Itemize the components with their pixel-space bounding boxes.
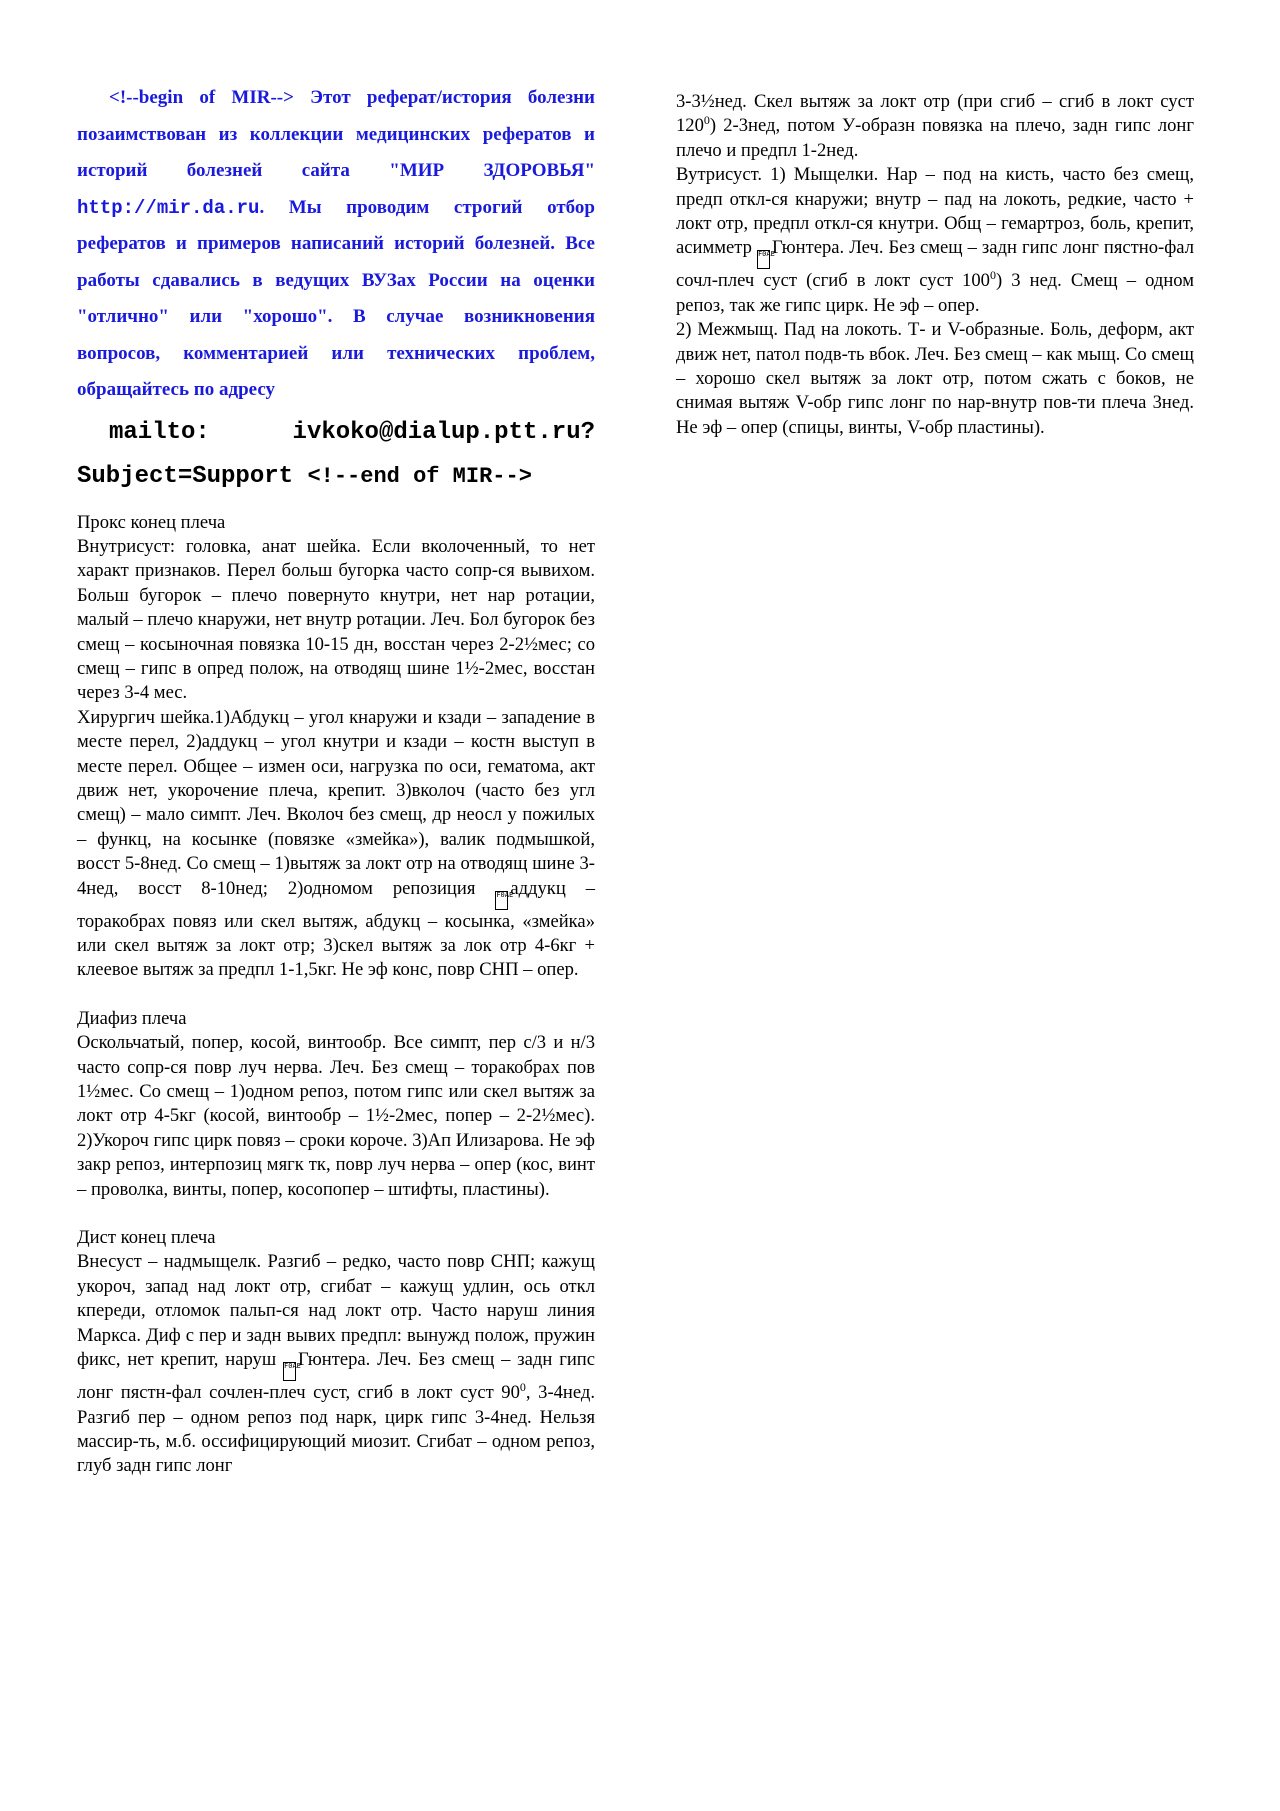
section-title-diaf: Диафиз плеча xyxy=(77,1007,187,1029)
section-title-prox: Прокс конец плеча xyxy=(77,511,226,533)
paragraph-dist xyxy=(77,1250,595,1478)
text-span: Гюнтера. Леч. Без смещ – задн гипс лонг пястно-фал сочл-плеч суст (сгиб в локт суст 100 xyxy=(676,237,1194,292)
degree-sup: 0 xyxy=(703,113,710,128)
text-span: ) 2-3нед, потом У-образн повязка на плечо, задн гипс лонг плечо и предпл 1-2нед. xyxy=(676,115,1194,161)
text-span: Хирургич шейка.1)Абдукц – угол кнаружи и кзади – западение в месте перел, 2)аддукц – угол кнутри и кзади – костн выступ в месте перел. Общее – измен оси, нагрузка по оси, гематома, акт движ нет, укорочение плеча, крепит. 3)вколоч (часто без угл смещ) – мало симпт. Леч. Вколоч без смещ, др неосл у пожилых – функц, на косынке (повязке «змейка»), валик подмышкой, восст 5-8нед. Со смещ – 1)вытяж за локт отр на отводящ шине 3-4нед, восст 8-10нед; 2)одномом репозиция xyxy=(77,706,595,899)
left-column xyxy=(77,80,595,1479)
right-column xyxy=(676,90,1194,440)
text-span: ) 3 нед. Смещ – одном репоз, так же гипс цирк. Не эф – опер. xyxy=(676,270,1194,316)
missing-glyph-icon: F0AE xyxy=(495,891,508,910)
banner-rest: . Мы проводим строгий отбор рефератов и примеров написаний историй болезней. Все работы сдавались в ведущих ВУЗах России на оценки "отлично" или "хорошо". В случае возникновения вопросов, комментарией или технических проблем, обращайтесь по адресу xyxy=(77,196,595,400)
text-span: Вутрисуст. 1) Мыщелки. Нар – под на кисть, часто без смещ, предп откл-ся кнаружи; внутр – пад на локоть, редкие, часто + локт отр, предпл откл-ся кнутри. Общ – гемартроз, боль, крепит, асимметр xyxy=(676,164,1194,259)
missing-glyph-icon: F0AE xyxy=(283,1362,296,1381)
text-span: , 3-4нед. Разгиб пер – одном репоз под нарк, цирк гипс 3-4нед. Нельзя массир-ть, м.б. оссифицирующий миозит. Сгибат – одном репоз, глуб задн гипс лонг xyxy=(77,1382,596,1477)
mailto-link[interactable]: mailto: ivkoko@dialup.ptt.ru?Subject=Support xyxy=(77,418,595,490)
paragraph-right-3: 2) Межмыщ. Пад на локоть. Т- и V-образные. Боль, деформ, акт движ нет, патол подв-ть вбок. Леч. Без смещ – как мыщ. Со смещ – хорошо скел вытяж за локт отр, потом сжать с боков, не снимая вытяж V-обр гипс лонг по нар-внутр пов-ти плеча 3нед. Не эф – опер (спицы, винты, V-обр пластины). xyxy=(676,319,1194,438)
paragraph-diaf: Оскольчатый, попер, косой, винтообр. Все симпт, пер с/3 и н/3 часто сопр-ся повр луч нерва. Леч. Без смещ – торакобрах пов 1½мес. Со смещ – 1)одном репоз, потом гипс или скел вытяж за локт отр 4-5кг (косой, винтообр – 1½-2мес, попер – 2-2½мес). 2)Укороч гипс цирк повяз – сроки короче. 3)Ап Илизарова. Не эф закр репоз, интерпозиц мягк тк, повр луч нерва – опер (кос, винт – проволка, винты, попер, косопопер – штифты, пластины). xyxy=(77,1032,595,1200)
paragraph-prox-2 xyxy=(77,706,595,983)
text-span: аддукц – торакобрах повяз или скел вытяж, абдукц – косынка, «змейка» или скел вытяж за локт отр; 3)скел вытяж за лок отр 4-6кг + клеевое вытяж за предпл 1-1,5кг. Не эф конс, повр СНП – опер. xyxy=(77,877,595,981)
banner-end: <!--end of MIR--> xyxy=(307,463,532,489)
paragraph-right-1 xyxy=(676,90,1194,163)
degree-sup: 0 xyxy=(989,268,996,283)
mail-line xyxy=(77,411,595,499)
paragraph-prox-1: Внутрисуст: головка, анат шейка. Если вколоченный, то нет характ признаков. Перел больш бугорка часто сопр-ся вывихом. Больш бугорок – плечо повернуто кнутри, нет нар ротации, малый – плечо кнаружи, нет внутр ротации. Леч. Бол бугорок без смещ – косыночная повязка 10-15 дн, восстан через 2-2½мес; со смещ – гипс в опред полож, на отводящ шине 1½-2мес, восстан через 3-4 мес. xyxy=(77,535,595,704)
banner-text: <!--begin of MIR--> Этот реферат/история болезни позаимствован из коллекции медицинских рефератов и историй болезней сайта "МИР ЗДОРОВЬЯ" xyxy=(77,87,595,181)
text-span: 3-3½нед. Скел вытяж за локт отр (при сгиб – сгиб в локт суст 120 xyxy=(676,91,1194,137)
paragraph-right-2 xyxy=(676,163,1194,318)
text-span: Гюнтера. Леч. Без смещ – задн гипс лонг пястн-фал сочлен-плеч суст, сгиб в локт суст 90 xyxy=(77,1349,595,1404)
section-title-dist: Дист конец плеча xyxy=(77,1227,216,1249)
degree-sup: 0 xyxy=(519,1379,526,1394)
mir-banner xyxy=(77,80,595,409)
site-url-link[interactable]: http://mir.da.ru xyxy=(77,196,260,219)
missing-glyph-icon: F0AE xyxy=(757,250,770,269)
text-span: Внесуст – надмыщелк. Разгиб – редко, часто повр СНП; кажущ укороч, запад над локт отр, сгибат – кажущ удлин, ось откл кпереди, отломок пальп-ся над локт отр. Часто наруш линия Маркса. Диф с пер и задн вывих предпл: вынужд полож, пружин фикс, нет крепит, наруш xyxy=(77,1251,595,1371)
